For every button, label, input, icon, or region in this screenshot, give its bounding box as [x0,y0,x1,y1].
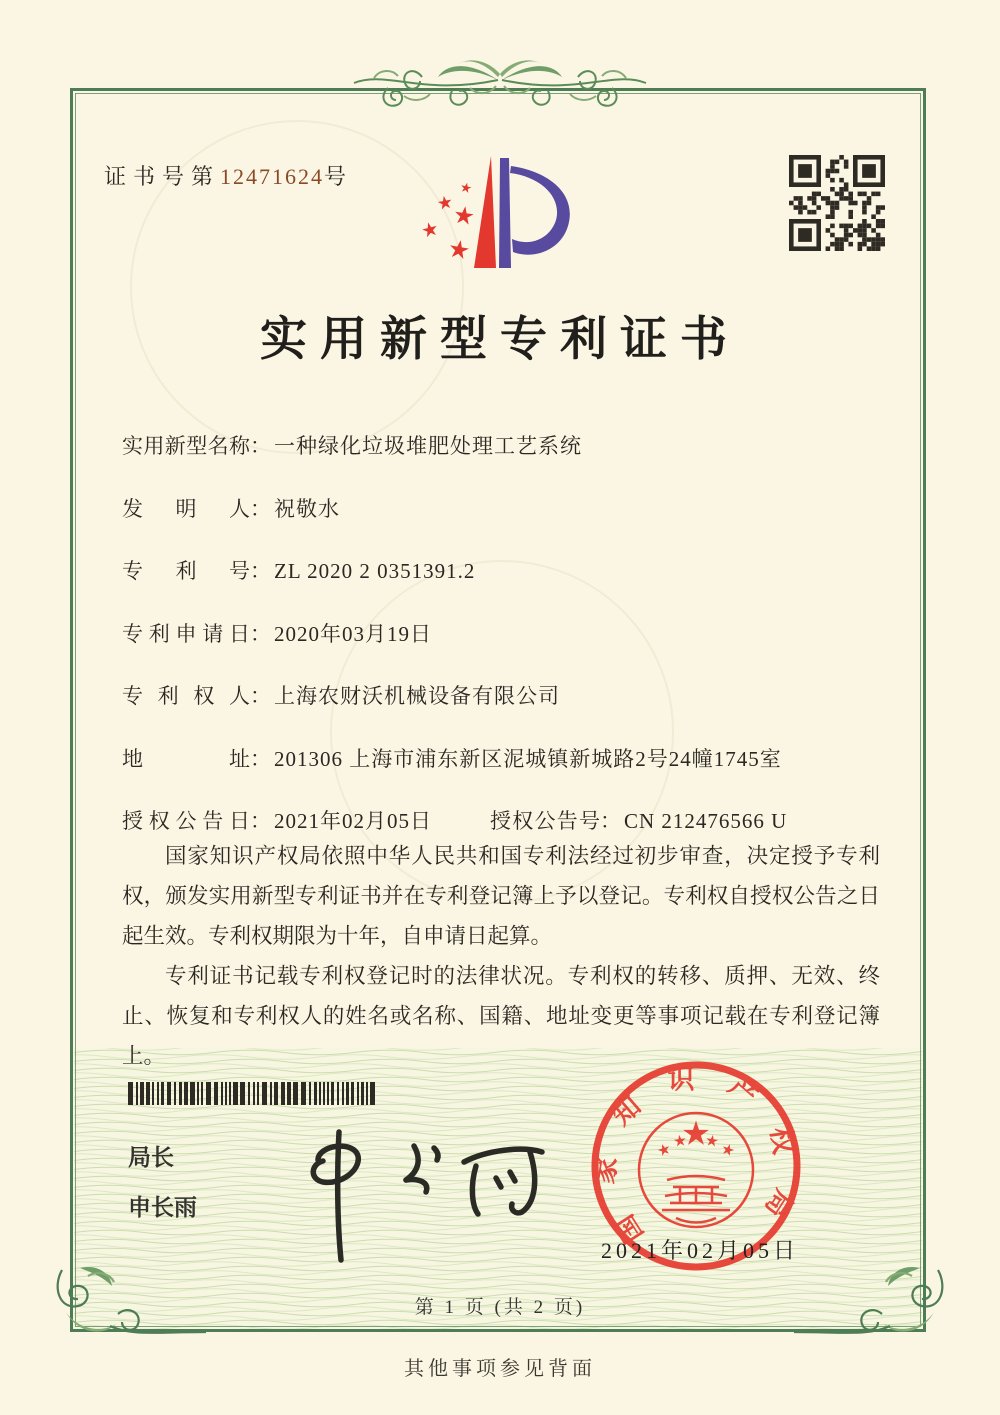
field-label: 授权公告号 [490,809,600,833]
cert-no-suffix: 号 [324,164,354,189]
seal-text: 国家知识产权局 [588,1064,804,1249]
barcode-icon [128,1082,383,1105]
field-value: 一种绿化垃圾堆肥处理工艺系统 [274,434,582,458]
cert-no-prefix: 证书号第 [104,164,221,189]
cnipa-logo [412,146,602,299]
field-value: 201306 上海市浦东新区泥城镇新城路2号24幢1745室 [274,746,782,771]
field-row-patent-no: 专利号： ZL 2020 2 0351391.2 [122,555,882,618]
field-value: 2021年02月05日 [274,809,432,833]
certificate-number [104,160,353,191]
certificate-title: 实用新型专利证书 [260,314,740,366]
field-row-grant-date: 授权公告日： 2021年02月05日 授权公告号： CN 212476566 U [122,805,882,868]
svg-text:国家知识产权局 [589,1064,803,1248]
field-row-inventor: 发明人： 祝敬水 [122,493,882,556]
field-value: 2020年03月19日 [274,621,432,646]
field-label: 地址 [122,746,250,771]
field-value: CN 212476566 U [624,809,788,833]
field-value: 上海农财沃机械设备有限公司 [274,684,560,708]
cnipa-logo-icon [412,146,602,294]
field-label: 发明人 [122,496,250,521]
director-signature [268,1108,568,1268]
director-name: 申长雨 [128,1194,197,1220]
back-note: 其他事项参见背面 [404,1358,596,1380]
field-row-patentee: 专利权人： 上海农财沃机械设备有限公司 [122,680,882,743]
field-label: 实用新型名称 [122,434,250,458]
field-label: 专利权人 [122,684,250,708]
top-flourish-ornament [352,50,648,116]
page-indicator: 第 1 页 (共 2 页) [414,1297,586,1318]
field-label: 授权公告日 [122,809,250,833]
qr-code-icon [789,155,885,251]
field-label: 专利号 [122,559,250,583]
barcode [128,1082,383,1110]
field-label: 专利申请日 [122,621,250,646]
field-row-grant-number: 授权公告号： CN 212476566 U [490,805,787,835]
field-row-name: 实用新型名称： 一种绿化垃圾堆肥处理工艺系统 [122,430,882,493]
field-row-filing-date: 专利申请日： 2020年03月19日 [122,618,882,681]
seal-date: 2021年02月05日 [600,1238,799,1263]
qr-code [789,155,885,256]
director-block [128,1132,197,1232]
field-list [122,430,882,868]
field-row-address: 地址： 201306 上海市浦东新区泥城镇新城路2号24幢1745室 [122,743,882,806]
field-value: ZL 2020 2 0351391.2 [274,559,476,583]
cert-no-digits: 12471624 [220,164,325,189]
director-title: 局长 [128,1144,174,1170]
legal-paragraph-2: 专利证书记载专利权登记时的法律状况。专利权的转移、质押、无效、终止、恢复和专利权人的姓名或名称、国籍、地址变更等事项记载在专利登记簿上。 [122,964,880,1068]
legal-paragraph-1: 国家知识产权局依照中华人民共和国专利法经过初步审查，决定授予专利权，颁发实用新型专利证书并在专利登记簿上予以登记。专利权自授权公告之日起生效。专利权期限为十年，自申请日起算。 [122,844,880,948]
legal-text [122,836,880,1076]
field-value: 祝敬水 [274,496,340,521]
